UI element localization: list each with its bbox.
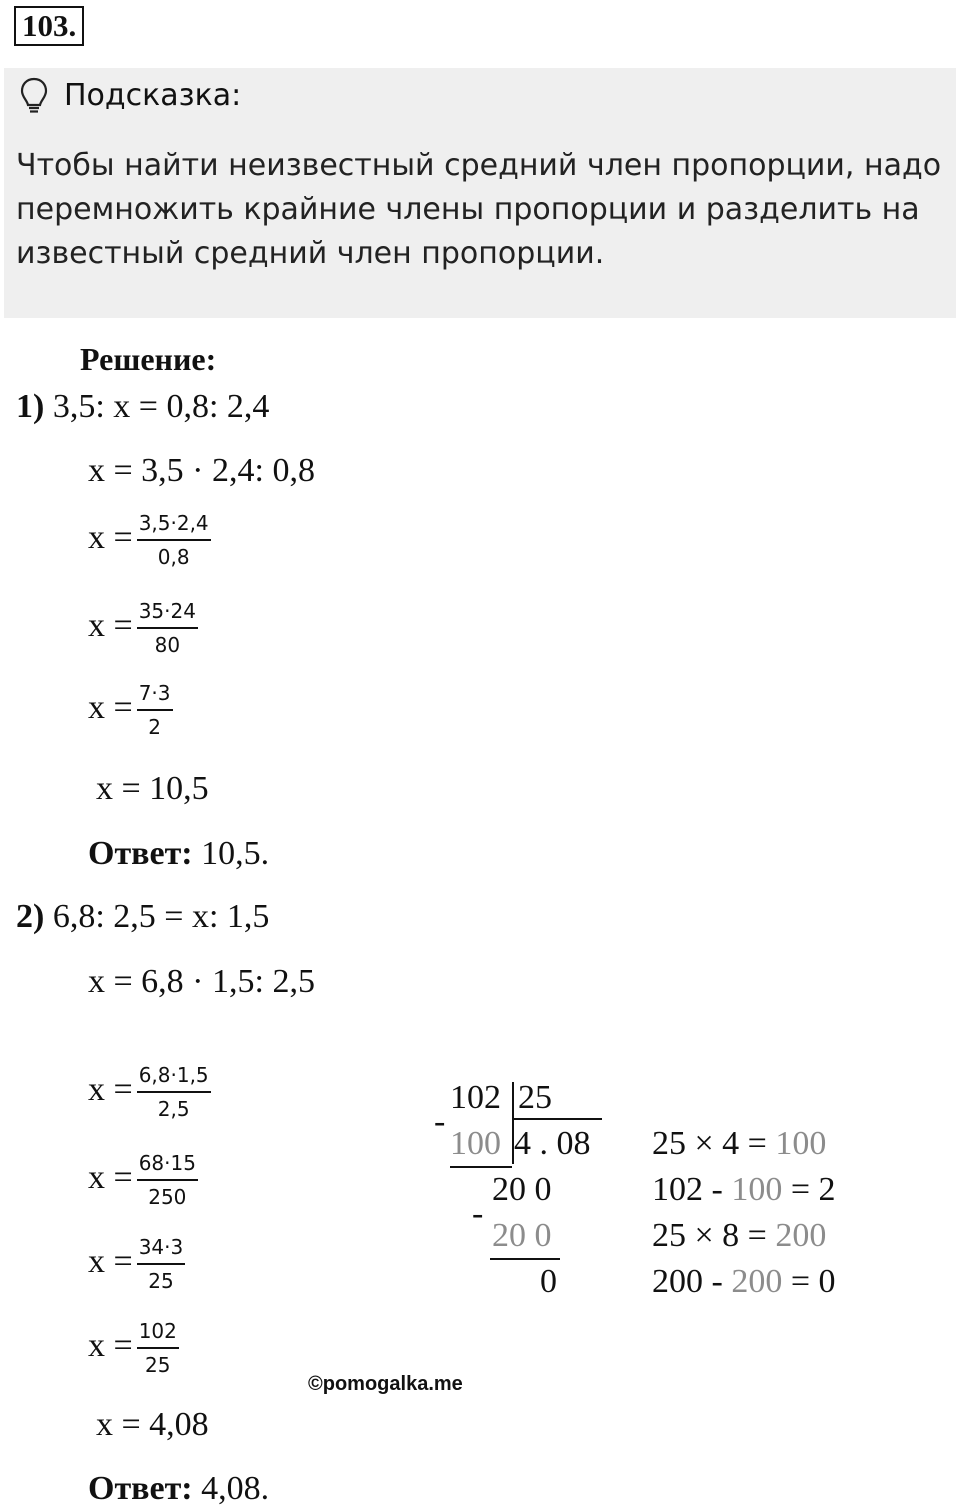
solution-heading: Решение: <box>80 341 217 377</box>
answer-value: 10,5. <box>201 835 270 872</box>
hint-title: Подсказка: <box>64 78 242 113</box>
task-number: 103. <box>14 6 84 46</box>
fraction <box>137 1150 198 1210</box>
division-dividend: 102 <box>450 1079 501 1116</box>
note-line: 25 × 8 = 200 <box>652 1217 827 1254</box>
division-remainder: 0 <box>540 1263 557 1300</box>
step-lhs: x = <box>88 1158 133 1196</box>
answer-value: 4,08. <box>201 1470 270 1507</box>
fraction <box>137 680 173 740</box>
part1-equation <box>16 388 269 426</box>
note-line: 200 - 200 = 0 <box>652 1263 836 1300</box>
division-quotient: 4 . 08 <box>514 1125 591 1162</box>
part2-step1: x = 6,8 · 1,5: 2,5 <box>88 963 315 1000</box>
hint-text: Чтобы найти неизвестный средний член пропорции, надо перемножить крайние члены пропорции и разделить на известный средний член пропорции. <box>16 148 942 271</box>
fraction-denominator: 25 <box>148 1269 174 1293</box>
watermark: ©pomogalka.me <box>308 1373 463 1395</box>
part1-step3 <box>88 598 198 658</box>
fraction <box>137 1062 211 1122</box>
note-line: 25 × 4 = 100 <box>652 1125 827 1162</box>
part2-label: 2) <box>16 898 45 935</box>
answer-label: Ответ: <box>88 1470 193 1507</box>
fraction-numerator: 34·3 <box>137 1234 186 1265</box>
fraction-denominator: 80 <box>154 633 181 657</box>
fraction-denominator: 2,5 <box>157 1097 190 1121</box>
part1-step2 <box>88 510 211 570</box>
fraction-numerator: 68·15 <box>137 1150 198 1181</box>
fraction-numerator: 35·24 <box>137 598 198 629</box>
division-remainder: 20 0 <box>492 1171 552 1208</box>
part1-label: 1) <box>16 388 45 425</box>
step-lhs: x = <box>88 1242 133 1280</box>
fraction-numerator: 7·3 <box>137 680 173 711</box>
part2-equation-text: 6,8: 2,5 = x: 1,5 <box>52 898 270 935</box>
part1-step1: x = 3,5 · 2,4: 0,8 <box>88 452 315 489</box>
part2-step3 <box>88 1150 198 1210</box>
fraction <box>137 510 211 570</box>
step-lhs: x = <box>88 1326 133 1364</box>
division-underline <box>450 1166 512 1168</box>
part2-step4 <box>88 1234 185 1294</box>
lightbulb-icon <box>18 76 50 116</box>
step-lhs: x = <box>88 1070 133 1108</box>
fraction-denominator: 2 <box>148 715 161 739</box>
part2-equation <box>16 898 269 936</box>
step-lhs: x = <box>88 606 133 644</box>
part2-answer <box>88 1470 269 1508</box>
division-subtrahend: 20 0 <box>492 1217 552 1254</box>
part1-step4 <box>88 680 173 740</box>
part1-answer <box>88 835 269 873</box>
fraction <box>137 1318 179 1378</box>
part1-equation-text: 3,5: x = 0,8: 2,4 <box>52 388 270 425</box>
part2-step5 <box>88 1318 179 1378</box>
fraction-denominator: 250 <box>148 1185 187 1209</box>
fraction-denominator: 25 <box>145 1353 171 1377</box>
step-lhs: x = <box>88 518 133 556</box>
fraction-numerator: 102 <box>137 1318 179 1349</box>
division-bar-horizontal <box>512 1118 602 1120</box>
answer-label: Ответ: <box>88 835 193 872</box>
fraction <box>137 1234 186 1294</box>
division-minus-sign: - <box>472 1195 484 1232</box>
fraction-denominator: 0,8 <box>157 545 190 569</box>
division-underline <box>490 1258 560 1260</box>
fraction <box>137 598 198 658</box>
division-minus-sign: - <box>434 1103 446 1140</box>
division-subtrahend: 100 <box>450 1125 501 1162</box>
part1-result: x = 10,5 <box>96 770 209 807</box>
step-lhs: x = <box>88 688 133 726</box>
fraction-numerator: 6,8·1,5 <box>137 1062 211 1093</box>
note-line: 102 - 100 = 2 <box>652 1171 836 1208</box>
part2-result: x = 4,08 <box>96 1406 209 1443</box>
fraction-numerator: 3,5·2,4 <box>137 510 211 541</box>
part2-step2 <box>88 1062 211 1122</box>
division-divisor: 25 <box>518 1079 552 1116</box>
